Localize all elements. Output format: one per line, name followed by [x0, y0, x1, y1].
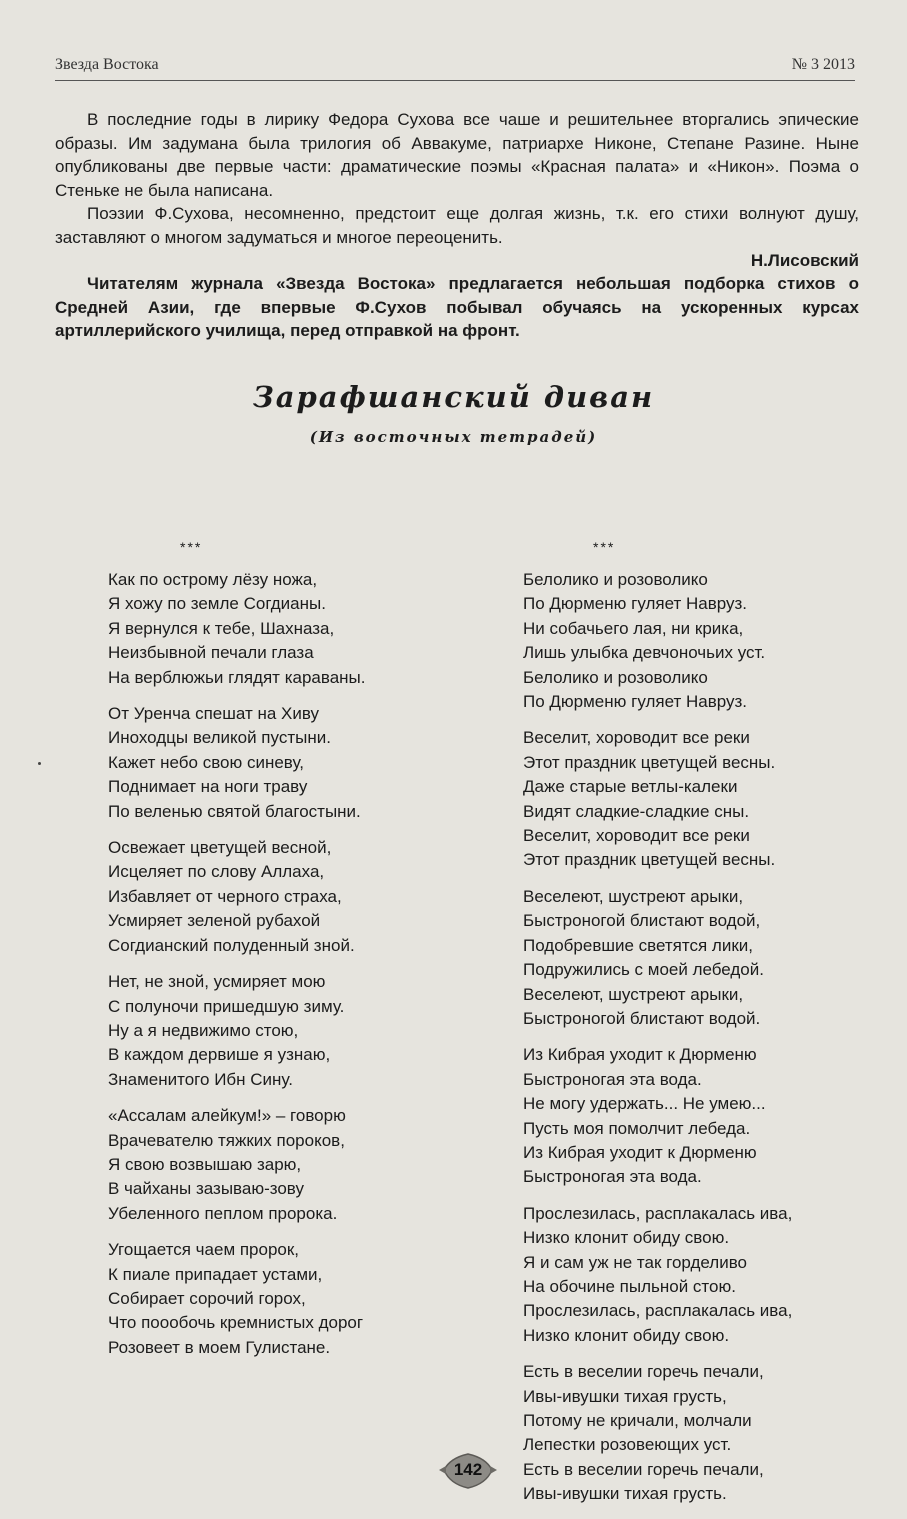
verse-line: «Ассалам алейкум!» – говорю — [108, 1106, 346, 1126]
verse-line: На верблюжьи глядят караваны. — [108, 667, 366, 687]
stanza — [108, 1238, 438, 1360]
stanza — [108, 568, 438, 690]
verse-line: Веселеют, шустреют арыки, — [523, 984, 744, 1004]
intro-text — [55, 108, 859, 273]
verse-line: Согдианский полуденный зной. — [108, 935, 355, 955]
verse-line: Прослезилась, расплакалась ива, — [523, 1203, 793, 1223]
verse-line: Нет, не зной, усмиряет мою — [108, 972, 326, 992]
verse-line: Врачевателю тяжких пороков, — [108, 1130, 345, 1150]
verse-line: Этот праздник цветущей весны. — [523, 850, 776, 870]
verse-line: Из Кибрая уходит к Дюрменю — [523, 1142, 757, 1162]
verse-line: По веленью святой благостыни. — [108, 801, 361, 821]
header-divider — [55, 80, 855, 81]
verse-line: Подружились с моей лебедой. — [523, 960, 764, 980]
verse-line: Собирает сорочий горох, — [108, 1288, 306, 1308]
verse-line: Убеленного пеплом пророка. — [108, 1203, 338, 1223]
verse-line: Быстроногая эта вода. — [523, 1167, 702, 1187]
verse-line: Прослезилась, расплакалась ива, — [523, 1301, 793, 1321]
verse-line: Быстроногой блистают водой. — [523, 1008, 761, 1028]
verse-line: Усмиряет зеленой рубахой — [108, 911, 321, 931]
verse-line: Ни собачьего лая, ни крика, — [523, 618, 744, 638]
section-asterisks: *** — [593, 539, 616, 555]
verse-line: Избавляет от черного страха, — [108, 886, 342, 906]
verse-line: Я и сам уж не так горделиво — [523, 1252, 748, 1272]
stanza — [108, 836, 438, 958]
verse-line: Освежает цветущей весной, — [108, 838, 332, 858]
verse-line: Из Кибрая уходит к Дюрменю — [523, 1045, 757, 1065]
stanza — [523, 1043, 863, 1189]
verse-line: Белолико и розоволико — [523, 667, 708, 687]
verse-line: На обочине пыльной стою. — [523, 1276, 736, 1296]
verse-line: Веселит, хороводит все реки — [523, 826, 750, 846]
verse-line: Не могу удержать... Не умею... — [523, 1094, 766, 1114]
verse-line: Есть в веселии горечь печали, — [523, 1459, 764, 1479]
section-asterisks: *** — [180, 539, 203, 555]
page-number: 142 — [453, 1460, 483, 1479]
verse-line: Я вернулся к тебе, Шахназа, — [108, 618, 335, 638]
stanza — [523, 568, 863, 714]
verse-line: Знаменитого Ибн Сину. — [108, 1069, 293, 1089]
verse-line: Ну а я недвижимо стою, — [108, 1020, 299, 1040]
verse-line: Я свою возвышаю зарю, — [108, 1154, 302, 1174]
verse-line: Розовеет в моем Гулистане. — [108, 1337, 331, 1357]
stanza — [108, 970, 438, 1092]
verse-line: Низко клонит обиду свою. — [523, 1228, 730, 1248]
verse-line: От Уренча спешат на Хиву — [108, 704, 320, 724]
editorial-notice: Читателям журнала «Звезда Востока» предлагается небольшая подборка стихов о Средней Азии, где впервые Ф.Сухов побывал обучаясь на ускоренных курсах артиллерийского училища, перед отправкой на фронт. — [55, 274, 859, 340]
issue-number: № 3 2013 — [791, 56, 855, 73]
verse-line: Этот праздник цветущей весны. — [523, 752, 776, 772]
verse-line: Лепестки розовеющих уст. — [523, 1435, 732, 1455]
verse-line: По Дюрменю гуляет Навруз. — [523, 692, 748, 712]
verse-line: Ивы-ивушки тихая грусть, — [523, 1386, 727, 1406]
verse-line: Пусть моя помолчит лебеда. — [523, 1118, 751, 1138]
stanza — [523, 1202, 863, 1348]
verse-line: По Дюрменю гуляет Навруз. — [523, 594, 748, 614]
verse-line: Быстроногой блистают водой, — [523, 911, 761, 931]
verse-line: Угощается чаем пророк, — [108, 1240, 300, 1260]
poem-right-stanzas — [523, 568, 863, 1519]
running-header — [55, 56, 855, 78]
author-signature: Н.Лисовский — [750, 251, 859, 270]
verse-line: Ивы-ивушки тихая грусть. — [523, 1484, 727, 1504]
verse-line: Видят сладкие-сладкие сны. — [523, 801, 750, 821]
verse-line: Лишь улыбка девчоночьих уст. — [523, 643, 766, 663]
verse-line: Поднимает на ноги траву — [108, 777, 308, 797]
stanza — [523, 885, 863, 1031]
verse-line: Подобревшие светятся лики, — [523, 935, 753, 955]
verse-line: Неизбывной печали глаза — [108, 643, 314, 663]
verse-line: Исцеляет по слову Аллаха, — [108, 862, 325, 882]
stanza — [523, 1360, 863, 1506]
intro-paragraph: В последние годы в лирику Федора Сухова все чаше и решительнее вторгались эпические образы. Им задумана была трилогия об Аввакуме, патриархе Никоне, Степане Разине. Ныне опубликованы две первые части: драматические поэмы «Красная палата» и «Никон». Поэма о Стеньке не была написана. — [55, 110, 859, 200]
verse-line: К пиале припадает устами, — [108, 1264, 323, 1284]
verse-line: Есть в веселии горечь печали, — [523, 1362, 764, 1382]
page-number-badge — [438, 1450, 498, 1490]
verse-line: В чайханы зазываю-зову — [108, 1179, 304, 1199]
verse-line: Как по острому лёзу ножа, — [108, 570, 318, 589]
poem-cycle-title: Зарафшанский диван — [252, 380, 655, 414]
verse-line: Я хожу по земле Согдианы. — [108, 594, 326, 614]
verse-line: Потому не кричали, молчали — [523, 1411, 752, 1430]
poem-cycle-subtitle: (Из восточных тетрадей) — [309, 428, 598, 446]
verse-line: Низко клонит обиду свою. — [523, 1325, 730, 1345]
stanza — [108, 702, 438, 824]
verse-line: Иноходцы великой пустыни. — [108, 728, 331, 748]
intro-paragraph: Поэзии Ф.Сухова, несомненно, предстоит еще долгая жизнь, т.к. его стихи волнуют душу, заставляют о многом задуматься и многое переоценить. — [55, 204, 859, 247]
verse-line: Кажет небо свою синеву, — [108, 752, 304, 772]
verse-line: Быстроногая эта вода. — [523, 1069, 702, 1089]
print-speck — [38, 762, 41, 765]
journal-name: Звезда Востока — [55, 56, 159, 73]
stanza — [523, 726, 863, 872]
verse-line: Что поообочь кремнистых дорог — [108, 1313, 364, 1333]
verse-line: Даже старые ветлы-калеки — [523, 777, 738, 797]
verse-line: С полуночи пришедшую зиму. — [108, 996, 345, 1016]
stanza — [108, 1104, 438, 1226]
poem-left-stanzas — [108, 568, 438, 1372]
verse-line: В каждом дервише я узнаю, — [108, 1045, 331, 1065]
verse-line: Белолико и розоволико — [523, 570, 708, 589]
verse-line: Веселит, хороводит все реки — [523, 728, 750, 748]
verse-line: Веселеют, шустреют арыки, — [523, 886, 744, 906]
